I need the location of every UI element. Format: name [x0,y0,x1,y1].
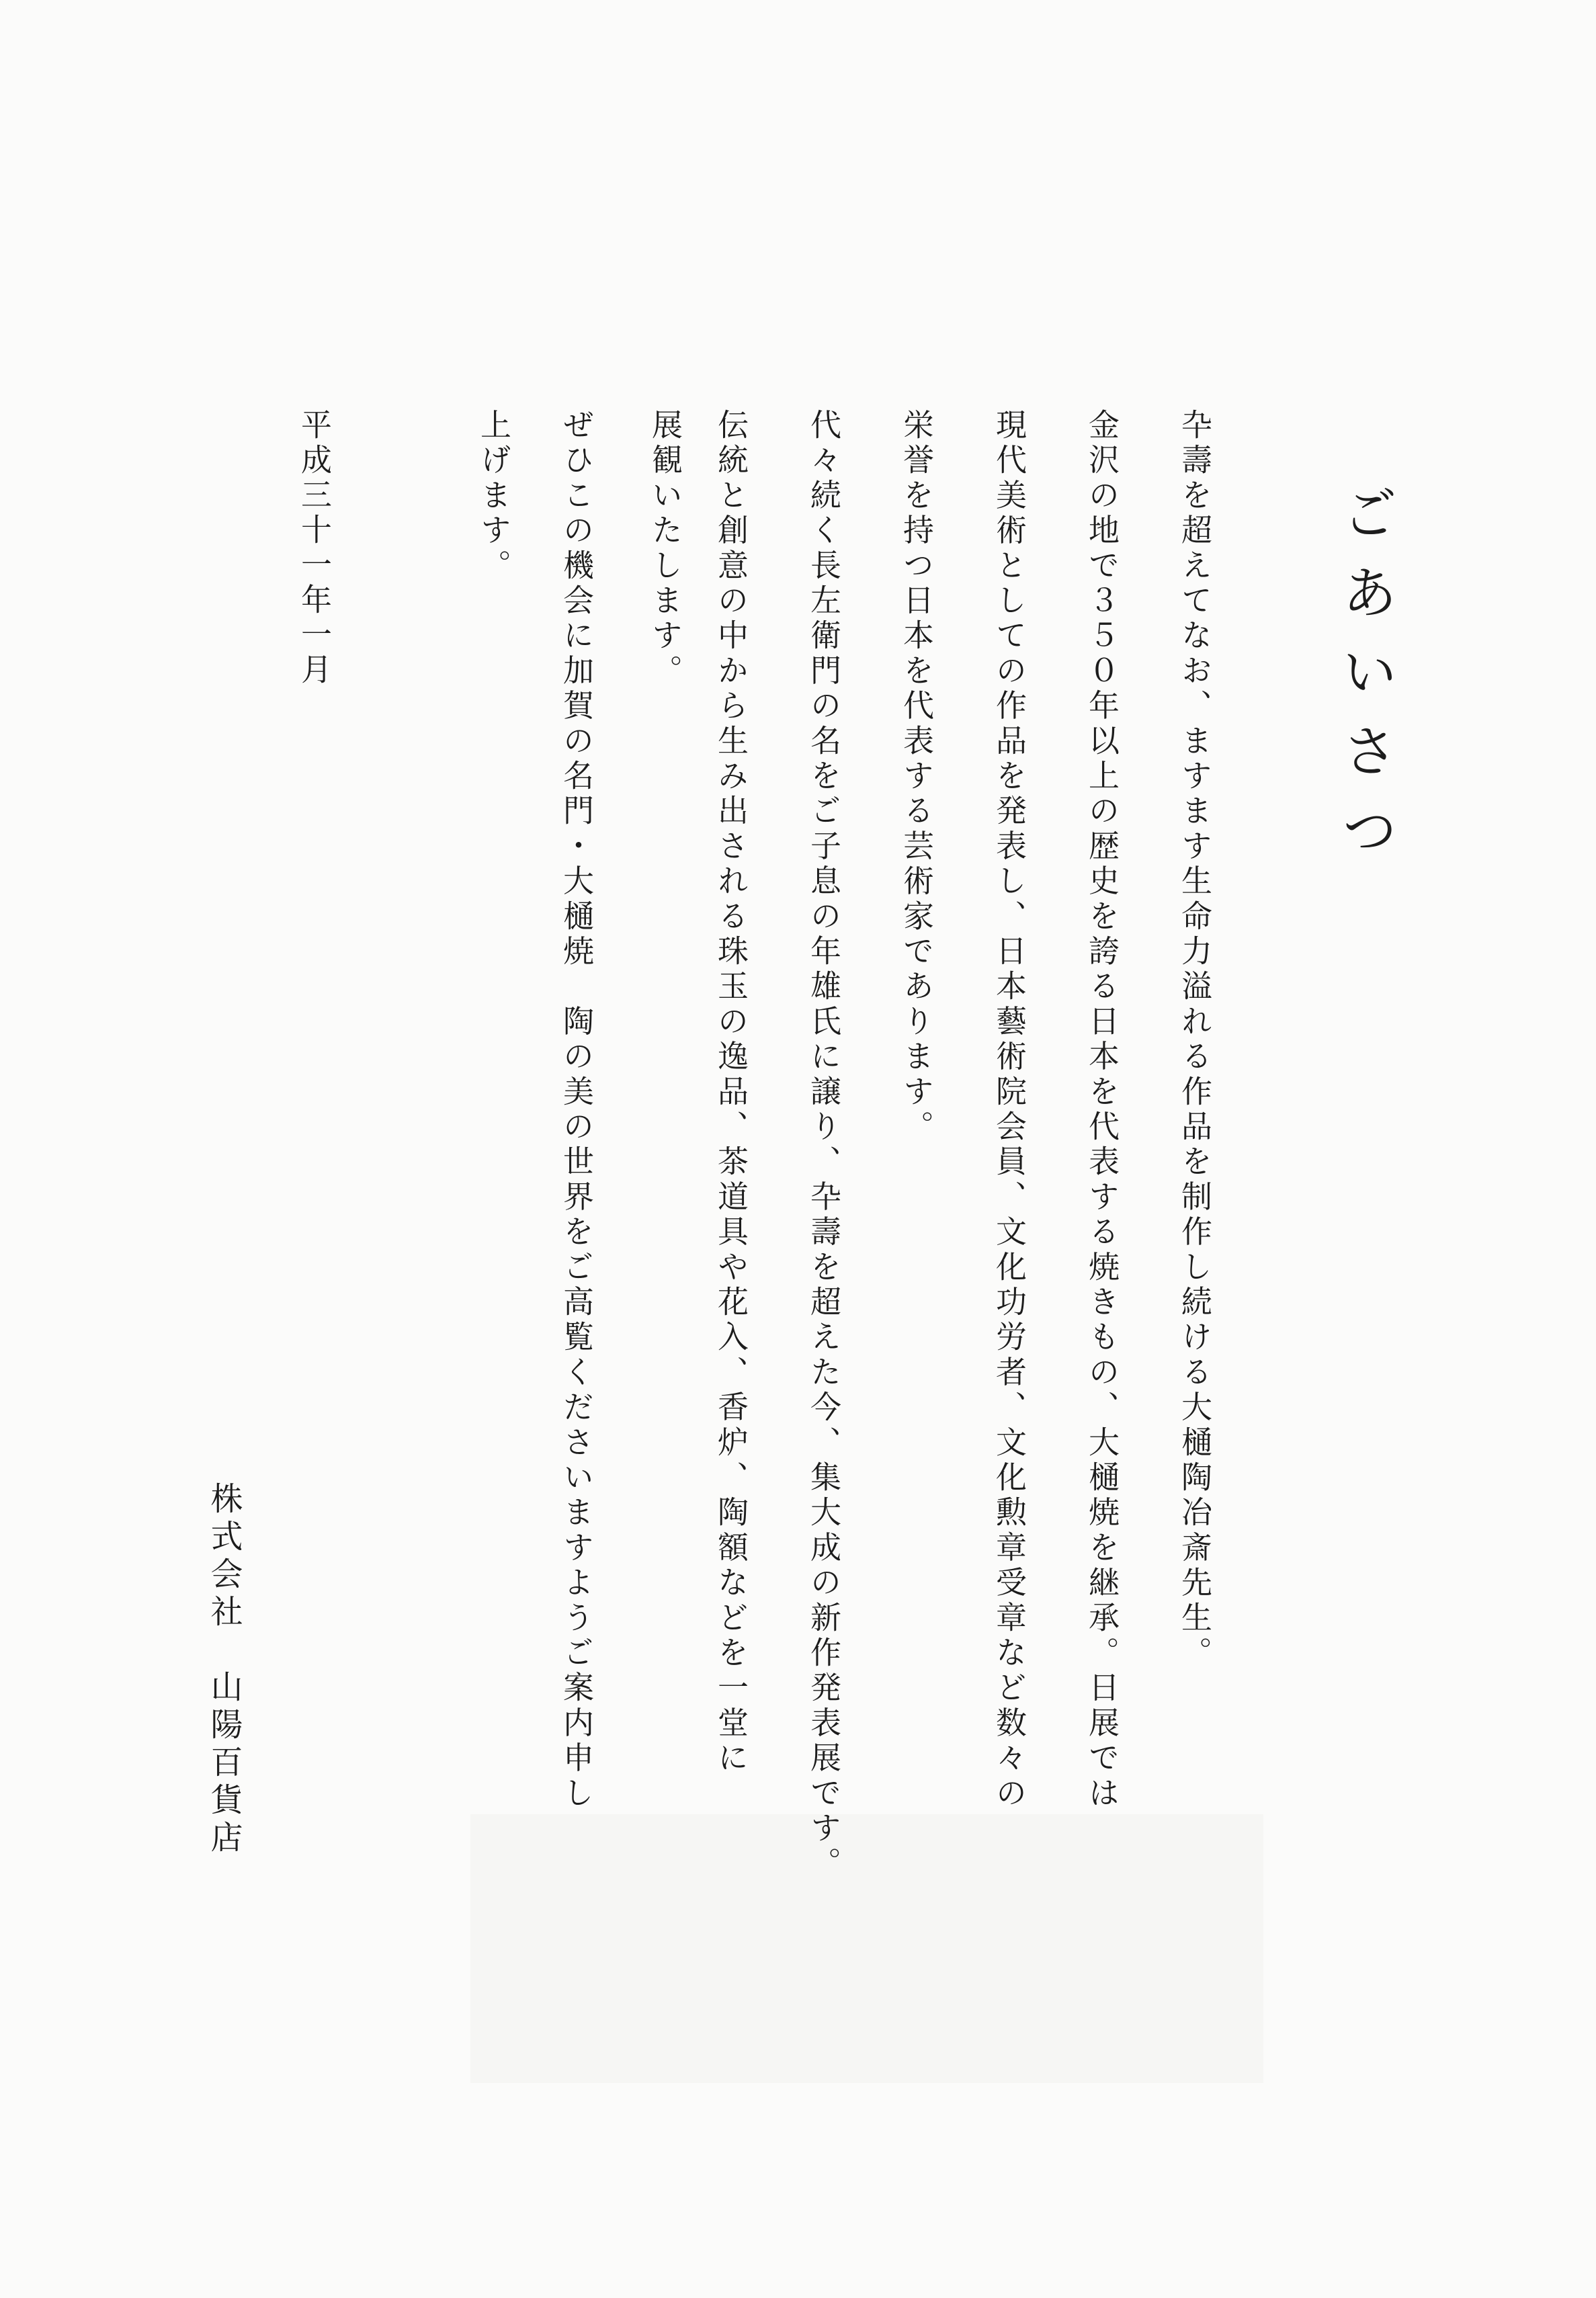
body-line-9: 上げます。 [476,409,512,584]
date-line: 平成三十一年一月 [296,409,333,688]
body-line-4: 栄誉を持つ日本を代表する芸術家であります。 [898,409,935,1146]
signature: 株式会社 山陽百貨店 [205,1482,243,1858]
body-line-2: 金沢の地で３５０年以上の歴史を誇る日本を代表する焼きもの、大樋焼を継承。日展では [1084,409,1120,1812]
body-line-5: 代々続く長左衛門の名をご子息の年雄氏に譲り、卆壽を超えた今、集大成の新作発表展です。 [806,409,842,1882]
page-shading [470,1814,1263,2083]
body-line-7: 展観いたします。 [647,409,683,689]
body-line-1: 卆壽を超えてなお、ますます生命力溢れる作品を制作し続ける大樋陶冶斎先生。 [1177,409,1213,1672]
body-line-8: ぜひこの機会に加賀の名門・大樋焼 陶の美の世界をご高覧くださいますようご案内申し [558,409,595,1812]
page-title: ごあいさつ [1333,484,1398,880]
body-line-3: 現代美術としての作品を発表し、日本藝術院会員、文化功労者、文化勲章受章など数々の [991,409,1027,1812]
body-line-6: 伝統と創意の中から生み出される珠玉の逸品、茶道具や花入、香炉、陶額などを一堂に [713,409,749,1777]
